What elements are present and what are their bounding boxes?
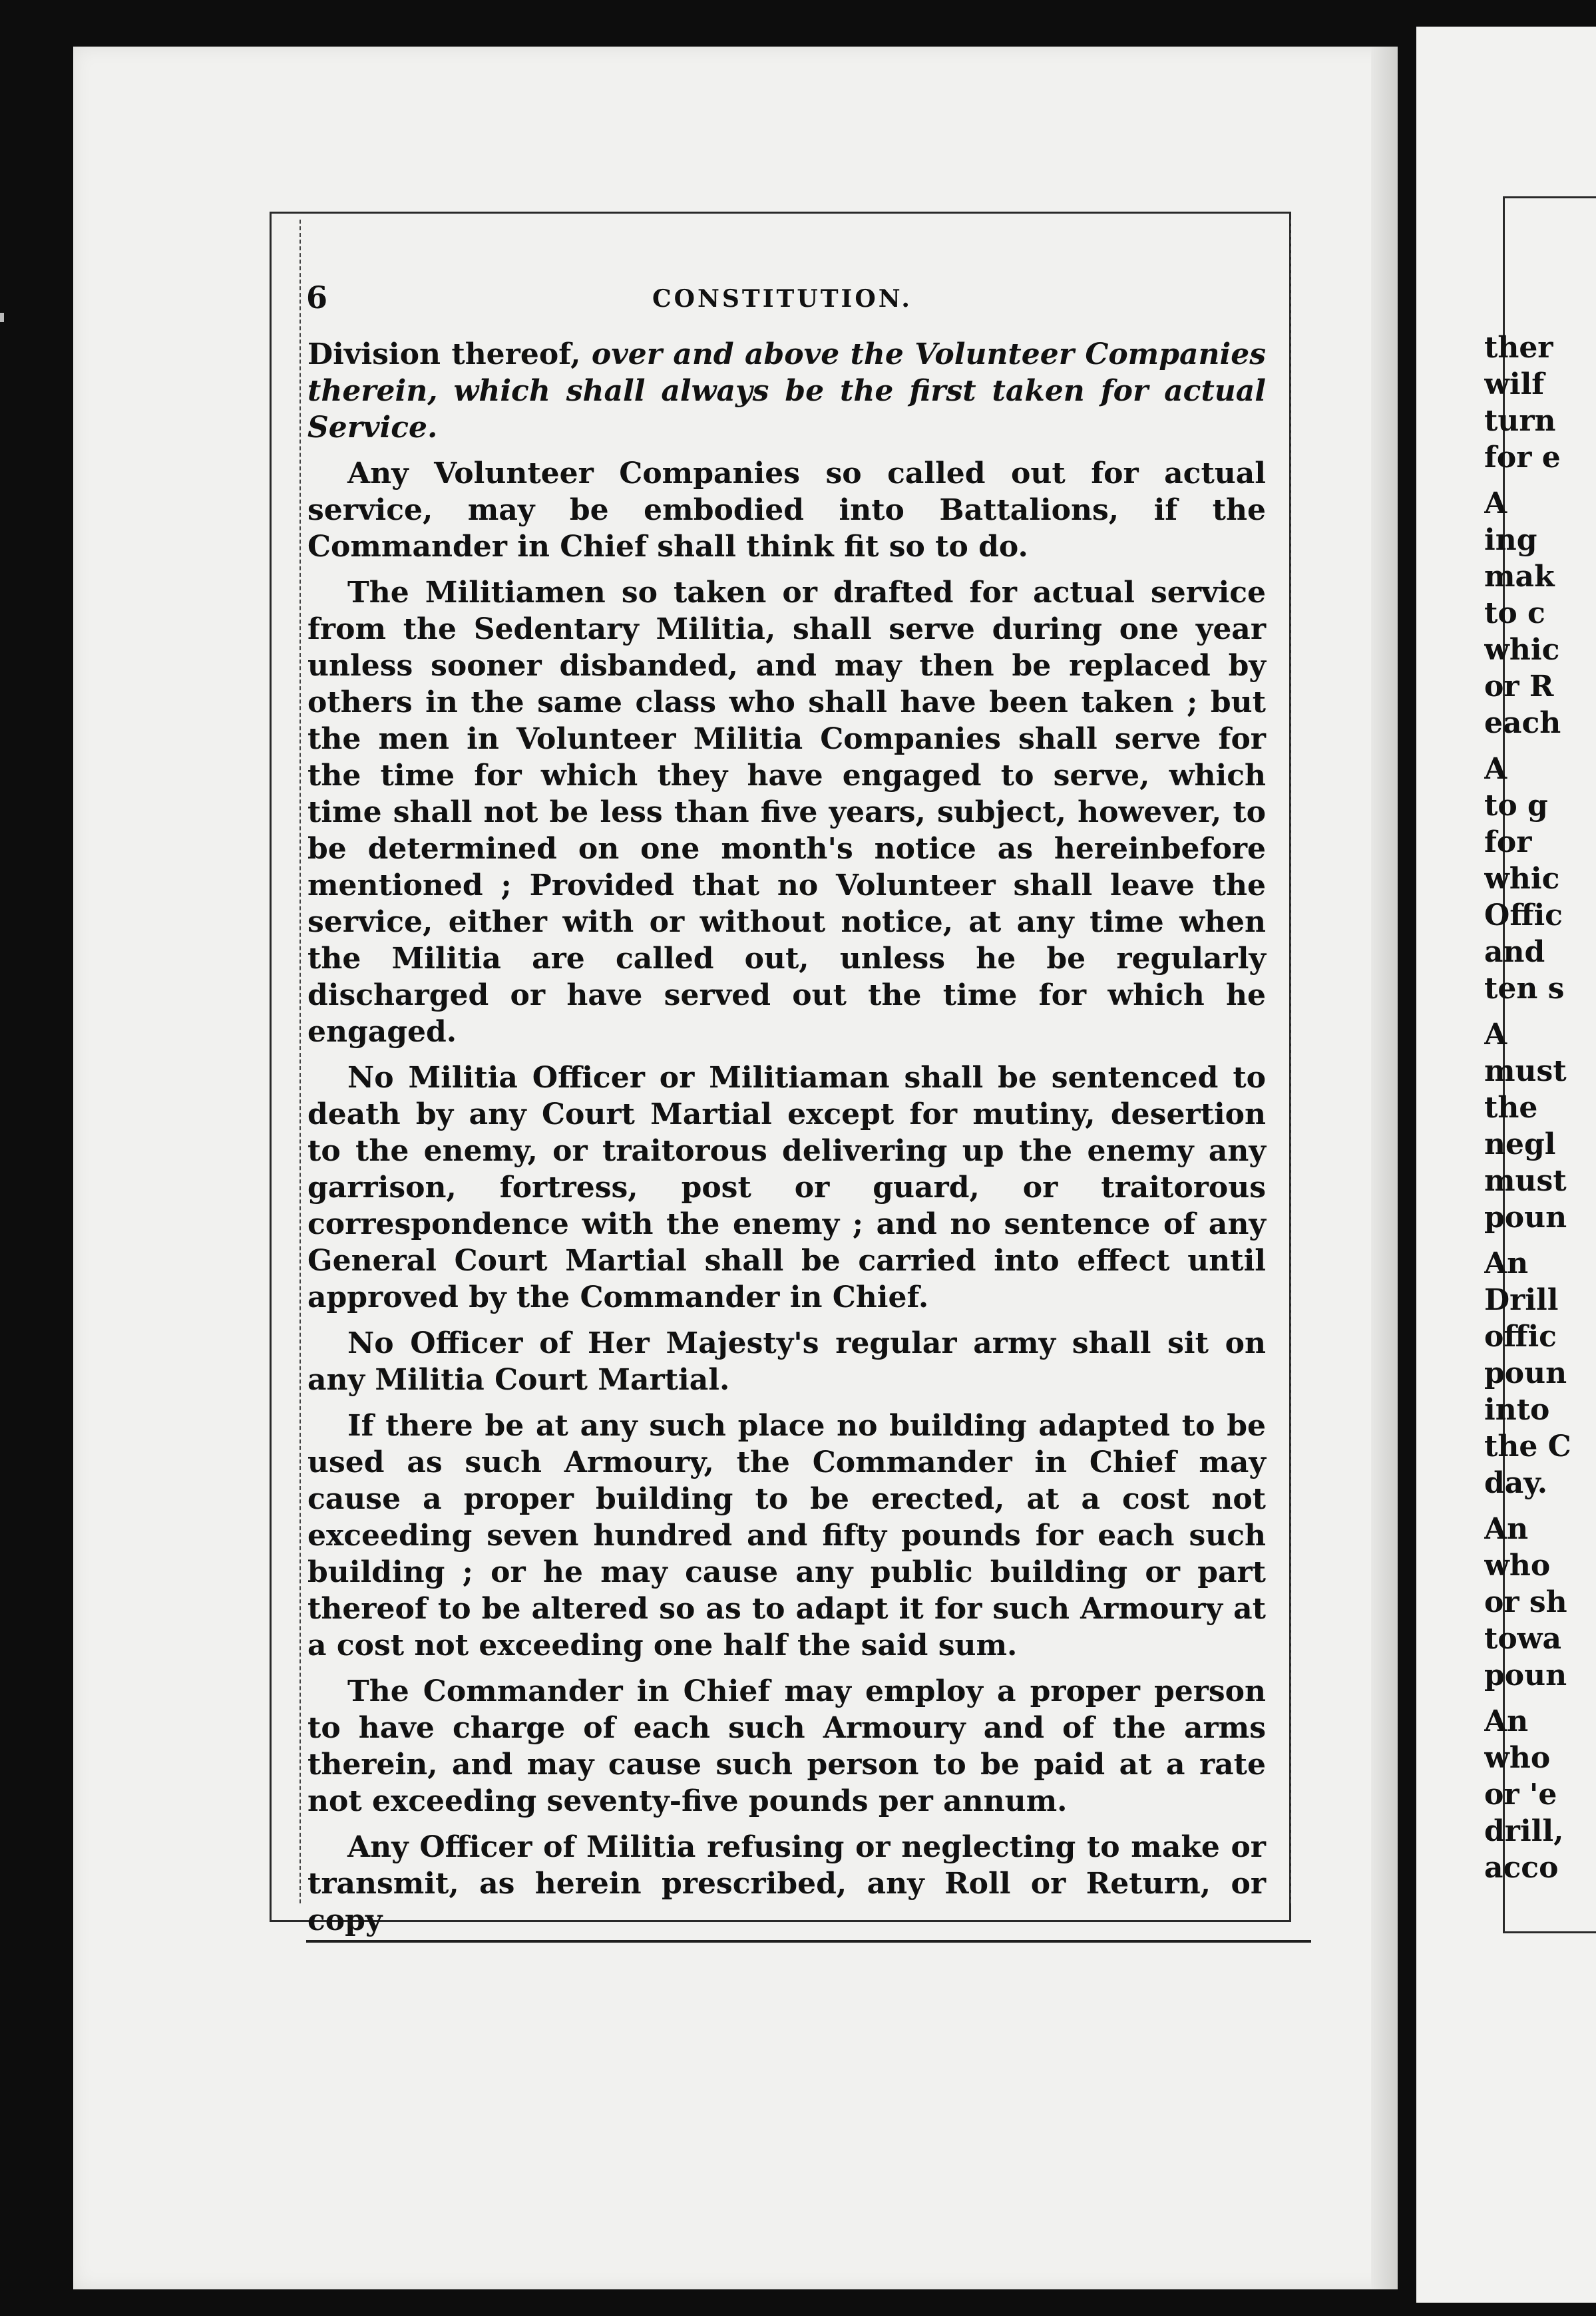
right-page-line-fragment: mak bbox=[1484, 560, 1555, 594]
right-page-line-fragment: day. bbox=[1484, 1466, 1548, 1500]
text-run: Any Officer of Militia refusing or neglecting to make or transmit, as herein prescribed, any Roll or Return, or copy bbox=[307, 1830, 1266, 1937]
right-page-line-fragment: Drill bbox=[1484, 1283, 1559, 1317]
right-page-line-fragment: the bbox=[1484, 1091, 1538, 1125]
right-page-line-fragment: acco bbox=[1484, 1851, 1559, 1885]
right-page-line-fragment: An bbox=[1484, 1512, 1529, 1546]
right-page-line-fragment: poun bbox=[1484, 1201, 1567, 1235]
right-page-line-fragment: A bbox=[1484, 752, 1507, 786]
right-page-line-fragment: ther bbox=[1484, 331, 1553, 365]
right-page-line-fragment: An bbox=[1484, 1247, 1529, 1280]
right-page-line-fragment: or R bbox=[1484, 670, 1554, 703]
right-page-line-fragment: whic bbox=[1484, 633, 1560, 667]
right-page-line-fragment: towa bbox=[1484, 1622, 1562, 1656]
paragraph bbox=[307, 1325, 1266, 1398]
right-page-line-fragment: or 'e bbox=[1484, 1778, 1557, 1812]
margin-mark bbox=[0, 313, 4, 322]
right-page-line-fragment: into bbox=[1484, 1393, 1550, 1427]
right-page-line-fragment: poun bbox=[1484, 1658, 1567, 1692]
text-run: No Militia Officer or Militiaman shall be sentenced to death by any Court Martial except for mutiny, desertion to the enemy, or traitorous delivering up the enemy any garrison, fortress, post or guard, or traitorous correspondence with the enemy ; and no sentence of any General Court Martial shall be carried into effect until approved by the Commander in Chief. bbox=[307, 1061, 1266, 1314]
right-page-line-fragment: offic bbox=[1484, 1320, 1557, 1354]
right-page-line-fragment: each bbox=[1484, 706, 1561, 740]
paragraph bbox=[307, 455, 1266, 565]
text-run: No Officer of Her Majesty's regular army shall sit on any Militia Court Martial. bbox=[307, 1326, 1266, 1397]
text-run: Any Volunteer Companies so called out for actual service, may be embodied into Battalions, if the Commander in Chief shall think fit so to do. bbox=[307, 457, 1266, 564]
page-gutter-shadow bbox=[1371, 47, 1398, 2289]
page-number: 6 bbox=[306, 280, 328, 315]
right-page-line-fragment: must bbox=[1484, 1054, 1567, 1088]
italic-text: over and above the Volunteer Companies therein, which shall always be the first taken for actual Service. bbox=[307, 337, 1266, 445]
right-page-line-fragment: the C bbox=[1484, 1430, 1571, 1463]
paragraph bbox=[307, 336, 1266, 446]
right-page-line-fragment: whic bbox=[1484, 862, 1560, 896]
text-run: The Militiamen so taken or drafted for actual service from the Sedentary Militia, shall serve during one year unless sooner disbanded, and may then be replaced by others in the same class who shall have been taken ; but the men in Volunteer Militia Companies shall serve for the time for which they have engaged to serve, which time shall not be less than five years, subject, however, to be determined on one month's notice as hereinbefore mentioned ; Provided that no Volunteer shall leave the service, either with or without notice, at any time when the Militia are called out, unless he be regularly discharged or have served out the time for which he engaged. bbox=[307, 576, 1266, 1049]
right-page-line-fragment: poun bbox=[1484, 1356, 1567, 1390]
right-page-line-fragment: ten s bbox=[1484, 972, 1565, 1006]
right-page-line-fragment: A bbox=[1484, 486, 1507, 520]
text-run: The Commander in Chief may employ a proper person to have charge of each such Armoury and of the arms therein, and may cause such person to be paid at a rate not exceeding seventy-five pounds per annum. bbox=[307, 1674, 1266, 1818]
right-page-line-fragment: wilf bbox=[1484, 367, 1545, 401]
right-page-line-fragment: drill, bbox=[1484, 1814, 1564, 1848]
right-page-line-fragment: for e bbox=[1484, 441, 1561, 475]
right-page-line-fragment: A bbox=[1484, 1018, 1507, 1052]
text-run: If there be at any such place no building adapted to be used as such Armoury, the Commander in Chief may cause a proper building to be erected, at a cost not exceeding seven hundred and fifty pounds for each such building ; or he may cause any public building or part thereof to be altered so as to adapt it for such Armoury at a cost not exceeding one half the said sum. bbox=[307, 1409, 1266, 1662]
paragraph bbox=[307, 1673, 1266, 1820]
right-page-line-fragment: who bbox=[1484, 1549, 1551, 1583]
body-text bbox=[307, 336, 1266, 1948]
running-head-title: CONSTITUTION. bbox=[652, 285, 912, 313]
right-page-line-fragment: must bbox=[1484, 1164, 1567, 1198]
right-page-line-fragment: to c bbox=[1484, 596, 1545, 630]
right-page-line-fragment: Offic bbox=[1484, 898, 1563, 932]
running-head bbox=[306, 280, 1265, 319]
paragraph bbox=[307, 1829, 1266, 1939]
right-page-line-fragment: to g bbox=[1484, 789, 1548, 823]
right-page-line-fragment: negl bbox=[1484, 1127, 1556, 1161]
right-page-line-fragment: or sh bbox=[1484, 1585, 1567, 1619]
paragraph bbox=[307, 1408, 1266, 1664]
right-page-line-fragment: ing bbox=[1484, 523, 1537, 557]
text-run: Division thereof, bbox=[307, 337, 592, 371]
paragraph bbox=[307, 574, 1266, 1050]
right-page-line-fragment: for bbox=[1484, 825, 1532, 859]
right-page-line-fragment: turn bbox=[1484, 404, 1556, 438]
paragraph bbox=[307, 1060, 1266, 1316]
right-page-line-fragment: who bbox=[1484, 1741, 1551, 1775]
right-page-line-fragment: and bbox=[1484, 935, 1545, 969]
right-page-cropped-text bbox=[1484, 329, 1596, 1886]
right-page-line-fragment: An bbox=[1484, 1704, 1529, 1738]
